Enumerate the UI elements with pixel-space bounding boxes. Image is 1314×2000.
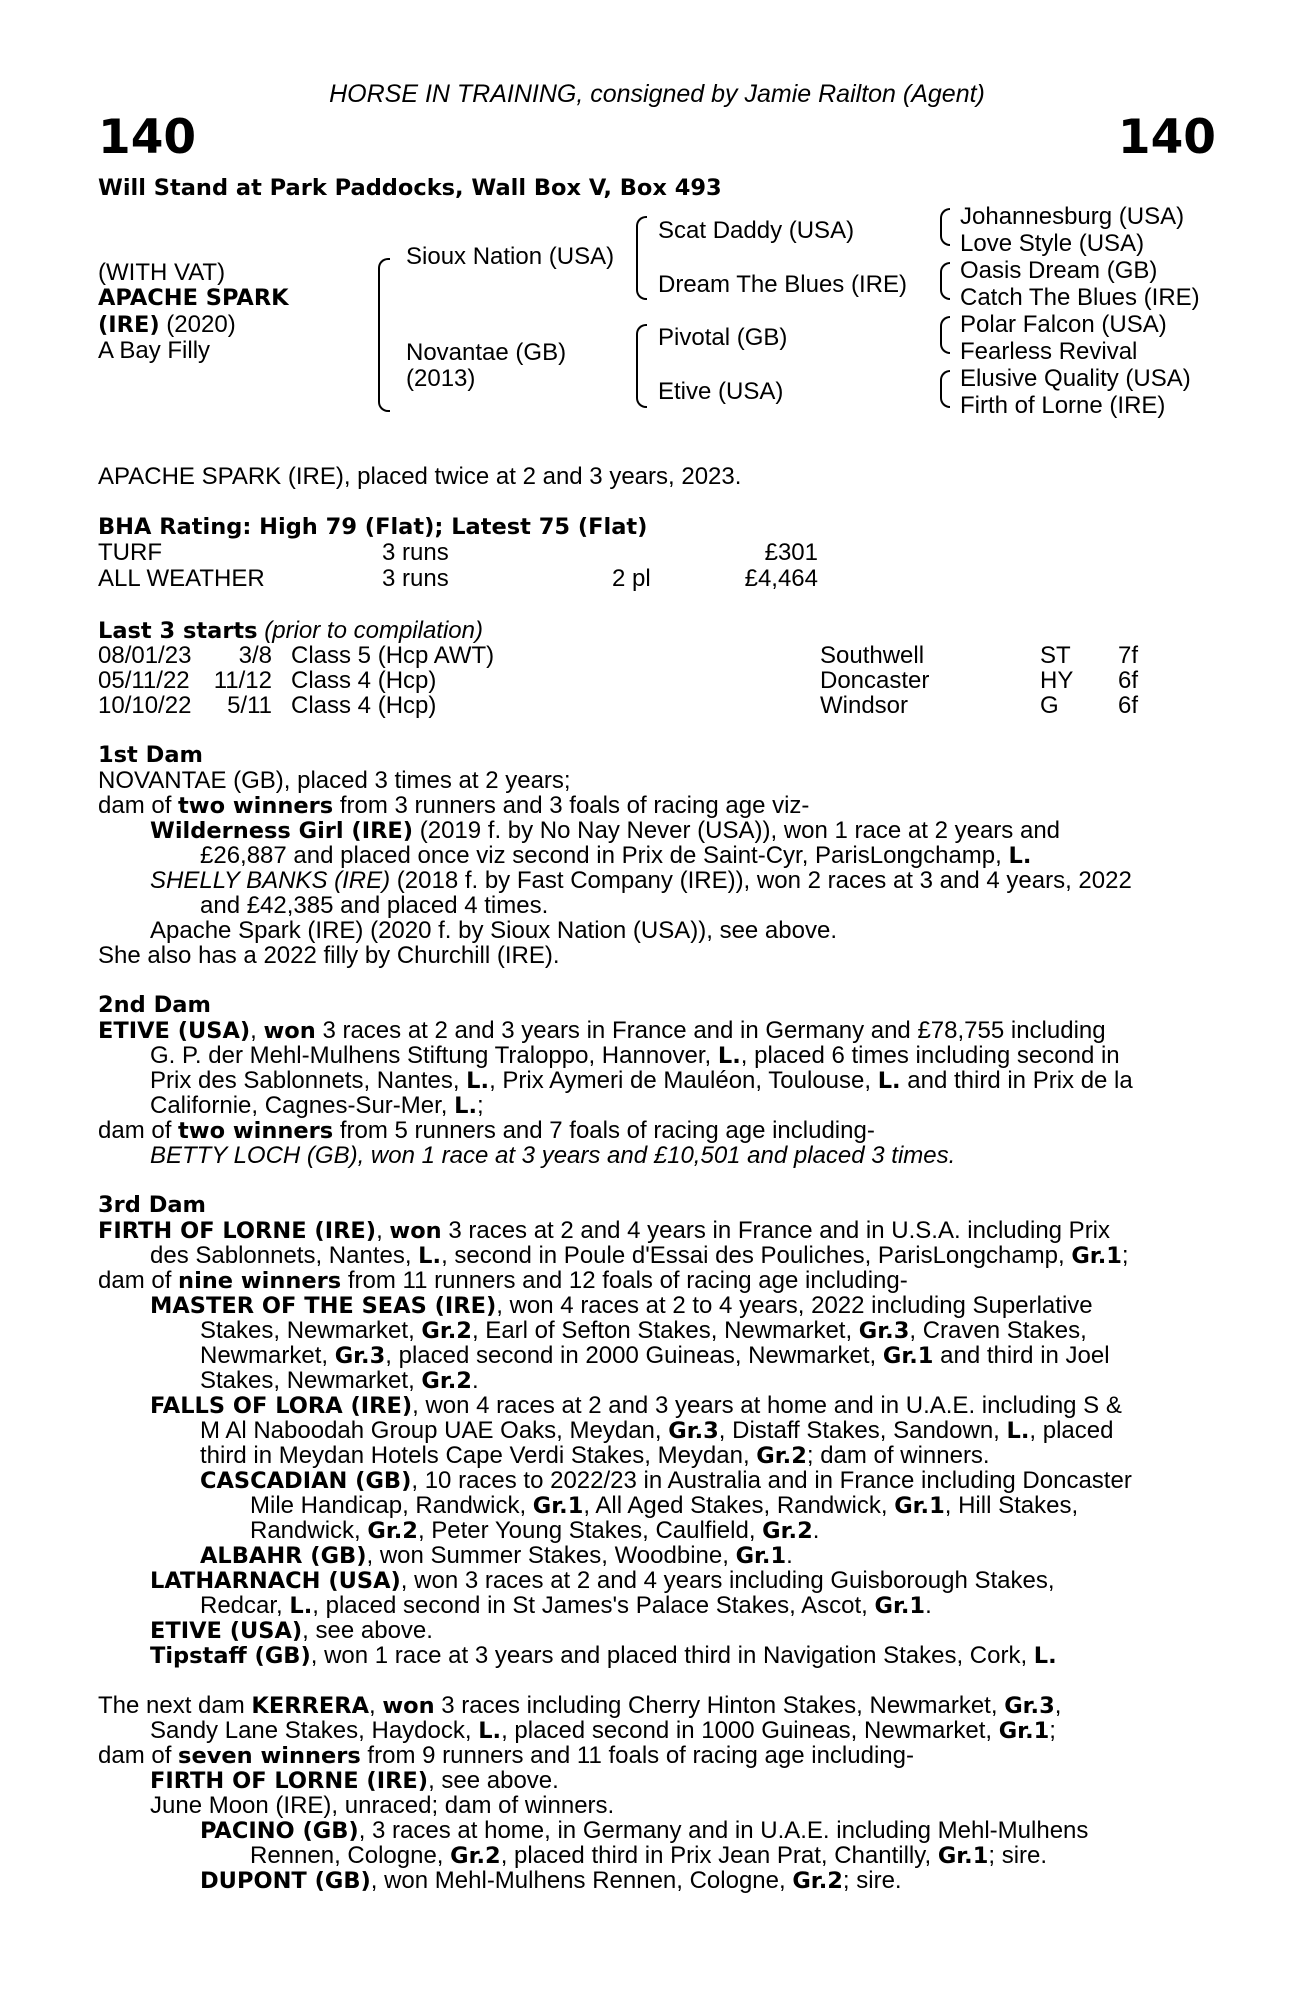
lot-number-right: 140 <box>1117 110 1216 165</box>
text-run: , <box>369 1692 383 1719</box>
progeny-line <box>150 1568 1055 1595</box>
text-run: G. P. der Mehl-Mulhens Stiftung Traloppo, Hannover, <box>150 1042 718 1069</box>
rating-prize: £4,464 <box>744 565 818 592</box>
text-run: , Hill Stakes, <box>944 1492 1079 1519</box>
progeny-line-cont <box>200 1593 932 1620</box>
rating-prize: £301 <box>764 539 818 566</box>
text-run: , <box>376 1217 390 1244</box>
text-run: KERRERA <box>251 1693 369 1719</box>
pedigree-dam: Novantae (GB) <box>406 339 567 366</box>
text-run: and third in Prix de la <box>900 1067 1133 1094</box>
text-run: , Earl of Sefton Stakes, Newmarket, <box>471 1317 859 1344</box>
third-dam-line <box>98 1218 1110 1245</box>
progeny-line-cont <box>200 843 1031 870</box>
text-run: PACINO (GB) <box>200 1818 359 1844</box>
pedigree-bracket-2b <box>636 324 647 408</box>
text-run: , Prix Aymeri de Mauléon, Toulouse, <box>489 1067 878 1094</box>
text-run: , placed second in 2000 Guineas, Newmarket, <box>385 1342 883 1369</box>
progeny-line-cont <box>200 1318 1087 1345</box>
start-going: HY <box>1040 667 1074 694</box>
text-run: Gr.3 <box>334 1343 386 1369</box>
start-race: Class 5 (Hcp AWT) <box>291 642 495 669</box>
vat-note: (WITH VAT) <box>98 259 226 286</box>
race-summary: APACHE SPARK (IRE), placed twice at 2 and 3 years, 2023. <box>98 463 742 490</box>
second-dam-line-cont <box>150 1068 1133 1095</box>
progeny-line <box>150 1393 1122 1420</box>
next-dam-produce-line <box>98 1743 914 1770</box>
next-dam-line <box>98 1693 1061 1720</box>
text-run: Wilderness Girl (IRE) <box>150 818 414 844</box>
text-run: and third in Joel <box>933 1342 1110 1369</box>
horse-year: (2020) <box>159 311 236 338</box>
text-run: , won 3 races at 2 and 4 years including Guisborough Stakes, <box>400 1567 1055 1594</box>
first-dam-produce-line <box>98 793 809 820</box>
lot-number-left: 140 <box>98 110 197 165</box>
text-run: Gr.2 <box>756 1443 807 1469</box>
start-date: 05/11/22 <box>98 667 190 694</box>
text-run: ; <box>477 1092 484 1119</box>
start-position: 5/11 <box>227 692 272 719</box>
pedigree-dsd: Fearless Revival <box>960 338 1138 365</box>
third-dam-line-cont <box>150 1243 1129 1270</box>
text-run: , placed second in 1000 Guineas, Newmarket, <box>501 1717 999 1744</box>
start-race: Class 4 (Hcp) <box>291 667 437 694</box>
text-run: LATHARNACH (USA) <box>150 1568 401 1594</box>
text-run: Mile Handicap, Randwick, <box>250 1492 533 1519</box>
text-run: seven winners <box>178 1743 361 1769</box>
pedigree-sire-sire: Scat Daddy (USA) <box>658 217 855 244</box>
text-run: Californie, Cagnes-Sur-Mer, <box>150 1092 455 1119</box>
first-dam-heading: 1st Dam <box>98 742 203 768</box>
progeny-line-cont <box>200 1343 1110 1370</box>
start-going: ST <box>1040 642 1071 669</box>
grand-progeny-line-cont <box>250 1493 1078 1520</box>
text-run: won <box>389 1218 442 1244</box>
text-run: ALBAHR (GB) <box>200 1543 367 1569</box>
grand-progeny-line-cont <box>250 1518 819 1545</box>
text-run: L. <box>478 1718 502 1744</box>
text-run: Gr.3 <box>668 1418 719 1444</box>
text-run: L. <box>418 1243 442 1269</box>
text-run: . <box>786 1542 793 1569</box>
first-dam-line: NOVANTAE (GB), placed 3 times at 2 years; <box>98 767 571 794</box>
text-run: ; sire. <box>988 1842 1048 1869</box>
start-position: 3/8 <box>238 642 272 669</box>
progeny-line <box>150 818 1060 845</box>
start-distance: 6f <box>1118 692 1139 719</box>
second-dam-produce-line <box>98 1118 875 1145</box>
text-run: dam of <box>98 1742 179 1769</box>
bha-rating-title: BHA Rating: High 79 (Flat); Latest 75 (Flat) <box>98 514 648 540</box>
text-run: (2019 f. by No Nay Never (USA)), won 1 race at 2 years and <box>413 817 1061 844</box>
text-run: Gr.2 <box>792 1868 843 1894</box>
pedigree-dam-year: (2013) <box>406 365 476 392</box>
text-run: 3 races including Cherry Hinton Stakes, Newmarket, <box>434 1692 1005 1719</box>
text-run: Gr.3 <box>858 1318 910 1344</box>
text-run: L. <box>454 1093 478 1119</box>
text-run: , 3 races at home, in Germany and in U.A.E. including Mehl-Mulhens <box>358 1817 1089 1844</box>
text-run: Gr.1 <box>874 1593 926 1619</box>
progeny-line-cont <box>200 1418 1113 1445</box>
text-run: ; dam of winners. <box>806 1442 990 1469</box>
rating-surface: TURF <box>98 539 162 566</box>
pedigree-ddd: Firth of Lorne (IRE) <box>960 392 1166 419</box>
rating-surface: ALL WEATHER <box>98 565 265 592</box>
rating-runs: 3 runs <box>382 539 449 566</box>
progeny-line <box>150 1643 1057 1670</box>
text-run: , All Aged Stakes, Randwick, <box>583 1492 895 1519</box>
last-starts-title <box>98 618 483 645</box>
text-run: Gr.1 <box>894 1493 945 1519</box>
text-run: Gr.1 <box>937 1843 989 1869</box>
third-dam-produce-line <box>98 1268 908 1295</box>
text-run: DUPONT (GB) <box>200 1868 371 1894</box>
pedigree-sire: Sioux Nation (USA) <box>406 243 615 270</box>
text-run: two winners <box>178 1118 334 1144</box>
text-run: , won Summer Stakes, Woodbine, <box>366 1542 736 1569</box>
text-run: from 9 runners and 11 foals of racing age including- <box>360 1742 914 1769</box>
next-dam-line-cont <box>150 1718 1056 1745</box>
start-course: Southwell <box>820 642 925 669</box>
text-run: MASTER OF THE SEAS (IRE) <box>150 1293 497 1319</box>
text-run: Gr.2 <box>421 1318 472 1344</box>
text-run: FIRTH OF LORNE (IRE) <box>150 1768 429 1794</box>
text-run: dam of <box>98 1267 179 1294</box>
text-run: two winners <box>178 793 334 819</box>
text-run: L. <box>877 1068 901 1094</box>
text-run: , see above. <box>428 1767 559 1794</box>
text-run: £26,887 and placed once viz second in Prix de Saint-Cyr, ParisLongchamp, <box>200 842 1009 869</box>
progeny-line: June Moon (IRE), unraced; dam of winners. <box>150 1792 615 1819</box>
progeny-line <box>150 868 1132 894</box>
text-run: , won 1 race at 3 years and placed third in Navigation Stakes, Cork, <box>310 1642 1034 1669</box>
start-position: 11/12 <box>213 667 272 694</box>
text-run: L. <box>1033 1643 1057 1669</box>
text-run: SHELLY BANKS (IRE) <box>150 867 391 894</box>
text-run: (2018 f. by Fast Company (IRE)), won 2 races at 3 and 4 years, 2022 <box>390 867 1132 894</box>
text-run: Stakes, Newmarket, <box>200 1317 422 1344</box>
text-run: L. <box>1006 1418 1030 1444</box>
pedigree-dss: Polar Falcon (USA) <box>960 311 1167 338</box>
progeny-line: BETTY LOCH (GB), won 1 race at 3 years and £10,501 and placed 3 times. <box>150 1142 956 1169</box>
first-dam-note: She also has a 2022 filly by Churchill (IRE). <box>98 942 560 969</box>
text-run: Tipstaff (GB) <box>150 1643 311 1669</box>
start-distance: 7f <box>1118 642 1139 669</box>
text-run: , Distaff Stakes, Sandown, <box>718 1417 1007 1444</box>
text-run: Gr.1 <box>735 1543 787 1569</box>
pedigree-bracket-2a <box>636 216 647 300</box>
second-dam-line <box>98 1018 1106 1045</box>
grand-progeny-line <box>200 1818 1088 1845</box>
second-dam-line-cont <box>150 1093 484 1120</box>
text-run: Stakes, Newmarket, <box>200 1367 422 1394</box>
pedigree-ssd: Love Style (USA) <box>960 230 1145 257</box>
text-run: , Craven Stakes, <box>909 1317 1087 1344</box>
text-run: won <box>382 1693 435 1719</box>
text-run: nine winners <box>178 1268 342 1294</box>
text-run: Gr.3 <box>1004 1693 1055 1719</box>
progeny-line <box>150 1768 559 1795</box>
text-run: from 3 runners and 3 foals of racing age viz- <box>333 792 810 819</box>
horse-description: A Bay Filly <box>98 337 211 364</box>
start-course: Doncaster <box>820 667 930 694</box>
text-run: from 5 runners and 7 foals of racing age including- <box>333 1117 875 1144</box>
text-run: . <box>925 1592 932 1619</box>
text-run: Randwick, <box>250 1517 368 1544</box>
pedigree-bracket-3a <box>940 208 950 246</box>
pedigree-bracket-3c <box>940 316 950 354</box>
pedigree-sire-dam: Dream The Blues (IRE) <box>658 271 907 298</box>
text-run: Gr.1 <box>882 1343 934 1369</box>
progeny-line-cont: and £42,385 and placed 4 times. <box>200 892 549 919</box>
text-run: CASCADIAN (GB) <box>200 1468 412 1494</box>
text-run: L. <box>1008 843 1032 869</box>
progeny-line-cont <box>200 1368 479 1395</box>
consignment-header: HORSE IN TRAINING, consigned by Jamie Railton (Agent) <box>329 80 985 108</box>
start-course: Windsor <box>820 692 909 719</box>
grand-progeny-line <box>200 1868 902 1895</box>
text-run: Newmarket, <box>200 1342 335 1369</box>
pedigree-dam-sire: Pivotal (GB) <box>658 324 788 351</box>
grand-progeny-line <box>200 1543 793 1570</box>
text-run: ; sire. <box>842 1867 902 1894</box>
text-run: FIRTH OF LORNE (IRE) <box>98 1218 377 1244</box>
start-date: 08/01/23 <box>98 642 192 669</box>
pedigree-sss: Johannesburg (USA) <box>960 203 1185 230</box>
text-run: , <box>1054 1692 1062 1719</box>
text-run: Rennen, Cologne, <box>250 1842 451 1869</box>
text-run: , second in Poule d'Essai des Pouliches, ParisLongchamp, <box>441 1242 1072 1269</box>
text-run: 3 races at 2 and 3 years in France and in Germany and £78,755 including <box>315 1017 1106 1044</box>
text-run: , see above. <box>302 1617 433 1644</box>
text-run: dam of <box>98 792 179 819</box>
text-run: , 10 races to 2022/23 in Australia and in France including Doncaster <box>411 1467 1132 1494</box>
text-run: Gr.1 <box>1071 1243 1122 1269</box>
text-run: from 11 runners and 12 foals of racing age including- <box>341 1267 908 1294</box>
text-run: third in Meydan Hotels Cape Verdi Stakes, Meydan, <box>200 1442 757 1469</box>
stand-location: Will Stand at Park Paddocks, Wall Box V, Box 493 <box>98 175 722 201</box>
pedigree-bracket-3d <box>940 370 950 408</box>
text-run: , placed <box>1029 1417 1114 1444</box>
text-run: Gr.2 <box>367 1518 418 1544</box>
text-run: The next dam <box>98 1692 252 1719</box>
grand-progeny-line-cont <box>250 1843 1047 1870</box>
pedigree-sdd: Catch The Blues (IRE) <box>960 284 1200 311</box>
text-run: L. <box>466 1068 490 1094</box>
text-run: Gr.1 <box>532 1493 584 1519</box>
pedigree-dds: Elusive Quality (USA) <box>960 365 1191 392</box>
text-run: Prix des Sablonnets, Nantes, <box>150 1067 467 1094</box>
text-run: L. <box>717 1043 741 1069</box>
text-run: , won 4 races at 2 and 3 years at home and in U.A.E. including S & <box>412 1392 1122 1419</box>
text-run: Sandy Lane Stakes, Haydock, <box>150 1717 479 1744</box>
text-run: , placed third in Prix Jean Prat, Chantilly, <box>500 1842 938 1869</box>
text-run: Redcar, <box>200 1592 290 1619</box>
second-dam-heading: 2nd Dam <box>98 992 211 1018</box>
start-race: Class 4 (Hcp) <box>291 692 437 719</box>
rating-placed: 2 pl <box>612 565 651 592</box>
start-going: G <box>1040 692 1059 719</box>
horse-origin-year <box>98 312 236 339</box>
text-run: , placed 6 times including second in <box>740 1042 1120 1069</box>
text-run: ; <box>1121 1242 1129 1269</box>
text-run: , won 4 races at 2 to 4 years, 2022 including Superlative <box>496 1292 1093 1319</box>
horse-origin: (IRE) <box>98 312 160 338</box>
last-starts-note: (prior to compilation) <box>264 617 483 644</box>
text-run: won <box>263 1018 316 1044</box>
text-run: FALLS OF LORA (IRE) <box>150 1393 413 1419</box>
second-dam-line-cont <box>150 1043 1120 1070</box>
text-run: M Al Naboodah Group UAE Oaks, Meydan, <box>200 1417 669 1444</box>
text-run: des Sablonnets, Nantes, <box>150 1242 419 1269</box>
text-run: ETIVE (USA) <box>98 1018 251 1044</box>
text-run: 3 races at 2 and 4 years in France and in U.S.A. including Prix <box>441 1217 1111 1244</box>
text-run: Gr.2 <box>450 1843 501 1869</box>
text-run: , placed second in St James's Palace Stakes, Ascot, <box>312 1592 875 1619</box>
grand-progeny-line <box>200 1468 1132 1495</box>
text-run: Gr.2 <box>421 1368 472 1394</box>
progeny-line <box>150 1293 1093 1320</box>
pedigree-bracket-1 <box>378 258 390 412</box>
text-run: dam of <box>98 1117 179 1144</box>
progeny-line: Apache Spark (IRE) (2020 f. by Sioux Nation (USA)), see above. <box>150 917 837 944</box>
pedigree-bracket-3b <box>940 262 950 300</box>
text-run: Gr.2 <box>762 1518 813 1544</box>
progeny-line <box>150 1618 433 1645</box>
text-run: ; <box>1049 1717 1056 1744</box>
text-run: . <box>812 1517 820 1544</box>
horse-name: APACHE SPARK <box>98 285 289 311</box>
start-date: 10/10/22 <box>98 692 192 719</box>
third-dam-heading: 3rd Dam <box>98 1192 206 1218</box>
text-run: ETIVE (USA) <box>150 1618 303 1644</box>
text-run: L. <box>289 1593 313 1619</box>
pedigree-dam-dam: Etive (USA) <box>658 378 784 405</box>
pedigree-sds: Oasis Dream (GB) <box>960 257 1158 284</box>
rating-runs: 3 runs <box>382 565 449 592</box>
progeny-line-cont <box>200 1443 990 1470</box>
start-distance: 6f <box>1118 667 1139 694</box>
text-run: , won Mehl-Mulhens Rennen, Cologne, <box>370 1867 793 1894</box>
last-starts-label: Last 3 starts <box>98 618 258 644</box>
text-run: Gr.1 <box>998 1718 1050 1744</box>
text-run: , Peter Young Stakes, Caulfield, <box>417 1517 763 1544</box>
text-run: . <box>471 1367 479 1394</box>
text-run: , <box>250 1017 264 1044</box>
